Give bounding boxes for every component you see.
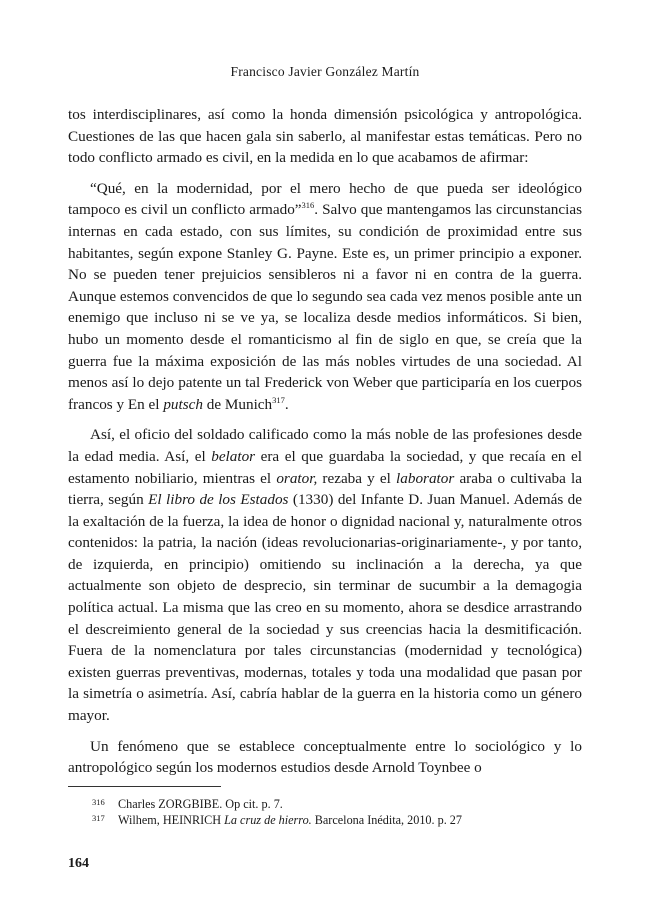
paragraph-3-text-d: araba o cultivaba la tierra, según	[68, 469, 582, 509]
paragraph-2-italic: putsch	[163, 395, 203, 413]
footnote-ref-316[interactable]: 316	[301, 200, 315, 211]
footnote-italic-title: La cruz de hierro.	[224, 813, 312, 827]
footnote-divider	[68, 786, 221, 787]
page-number: 164	[68, 856, 89, 871]
paragraph-3-italic-book-title: El libro de los Estados	[148, 491, 289, 509]
paragraph-3-italic-belator: belator	[211, 447, 256, 465]
paragraph-3-text-b: era el que guardaba la sociedad, y que recaía en el estamento nobiliario, mientras el	[68, 447, 582, 487]
paragraph-3-text-c: rezaba y el	[317, 469, 397, 487]
footnote-number: 317	[92, 813, 105, 823]
footnote-text: Wilhem, HEINRICH	[118, 813, 225, 827]
paragraph-1: tos interdisciplinares, así como la honda dimensión psicológica y antropológica. Cuestiones de las que hacen gala sin saberlo, al manifestar estas temáticas. Pero no todo conflicto armado es civil, en la medida en lo que acabamos de afirmar:	[68, 106, 582, 167]
paragraph-3-italic-orator: orator,	[276, 469, 318, 487]
paragraph-3-text-a: Así, el oficio del soldado calificado como la más noble de las profesiones desde la edad media. Así, el	[68, 426, 582, 465]
paragraph-2-text-2: de Munich	[202, 395, 273, 413]
footnote-number: 316	[92, 797, 105, 807]
paragraph-2-text: . Salvo que mantengamos las circunstancias internas en cada estado, con sus límites, su condición de proximidad entre sus habitantes, según expone Stanley G. Payne. Este es, un primer principio a exponer. No se pueden tener prejuicios sensibleros ni a favor ni en contra de la guerra. Aunque estemos convencidos de que lo segundo sea cada vez menos posible ante un enemigo que incluso ni se ve ya, se localiza desde medios informáticos. Si bien, hubo un momento desde el romanticismo al fin de siglo en que, se creía que la guerra fue la máxima exposición de las más nobles virtudes de una sociedad. Al menos así lo dejo patente un tal Frederick von Weber que participaría en los cuerpos francos y En el	[68, 201, 582, 413]
paragraph-3	[68, 424, 582, 726]
paragraph-4: Un fenómeno que se establece conceptualmente entre lo sociológico y lo antropológico según los modernos estudios desde Arnold Toynbee o	[68, 737, 582, 777]
footnote-text: Charles ZORGBIBE. Op cit. p. 7.	[118, 797, 283, 811]
running-header: Francisco Javier González Martín	[230, 64, 420, 79]
paragraph-2-end: .	[284, 395, 289, 413]
paragraph-2	[68, 178, 582, 416]
footnote-ref-317[interactable]: 317	[272, 394, 285, 405]
paragraph-3-italic-laborator: laborator	[396, 469, 455, 487]
footnote-text-end: Barcelona Inédita, 2010. p. 27	[311, 813, 462, 827]
body-text	[68, 104, 582, 779]
paragraph-2-quote: “Qué, en la modernidad, por el mero hecho de que pueda ser ideológico tampoco es civil un conflicto armado”	[68, 179, 582, 219]
footnote-317	[92, 810, 582, 828]
paragraph-3-text-e: (1330) del Infante D. Juan Manuel. Además de la exaltación de la fuerza, la idea de honor o dignidad nacional y, naturalmente otros contenidos: la patria, la nación (ideas revolucionarias-originariamente-, y por tanto, de izquierda, en principio) omitiendo su inclinación a la derecha, ya que actualmente son objeto de desprecio, sin terminar de sucumbir a la demagogia política actual. La misma que las creo en su momento, ahora se desdice arrastrando el descreimiento general de la sociedad y sus creencias hacia la desmitificación. Fuera de la nomenclatura por tales circunstancias (modernidad y tecnológica) existen guerras preventivas, modernas, totales y toda una modalidad que pasan por la simetría o asimetría. Así, cabría hablar de la guerra en la historia como un género mayor.	[68, 491, 582, 725]
